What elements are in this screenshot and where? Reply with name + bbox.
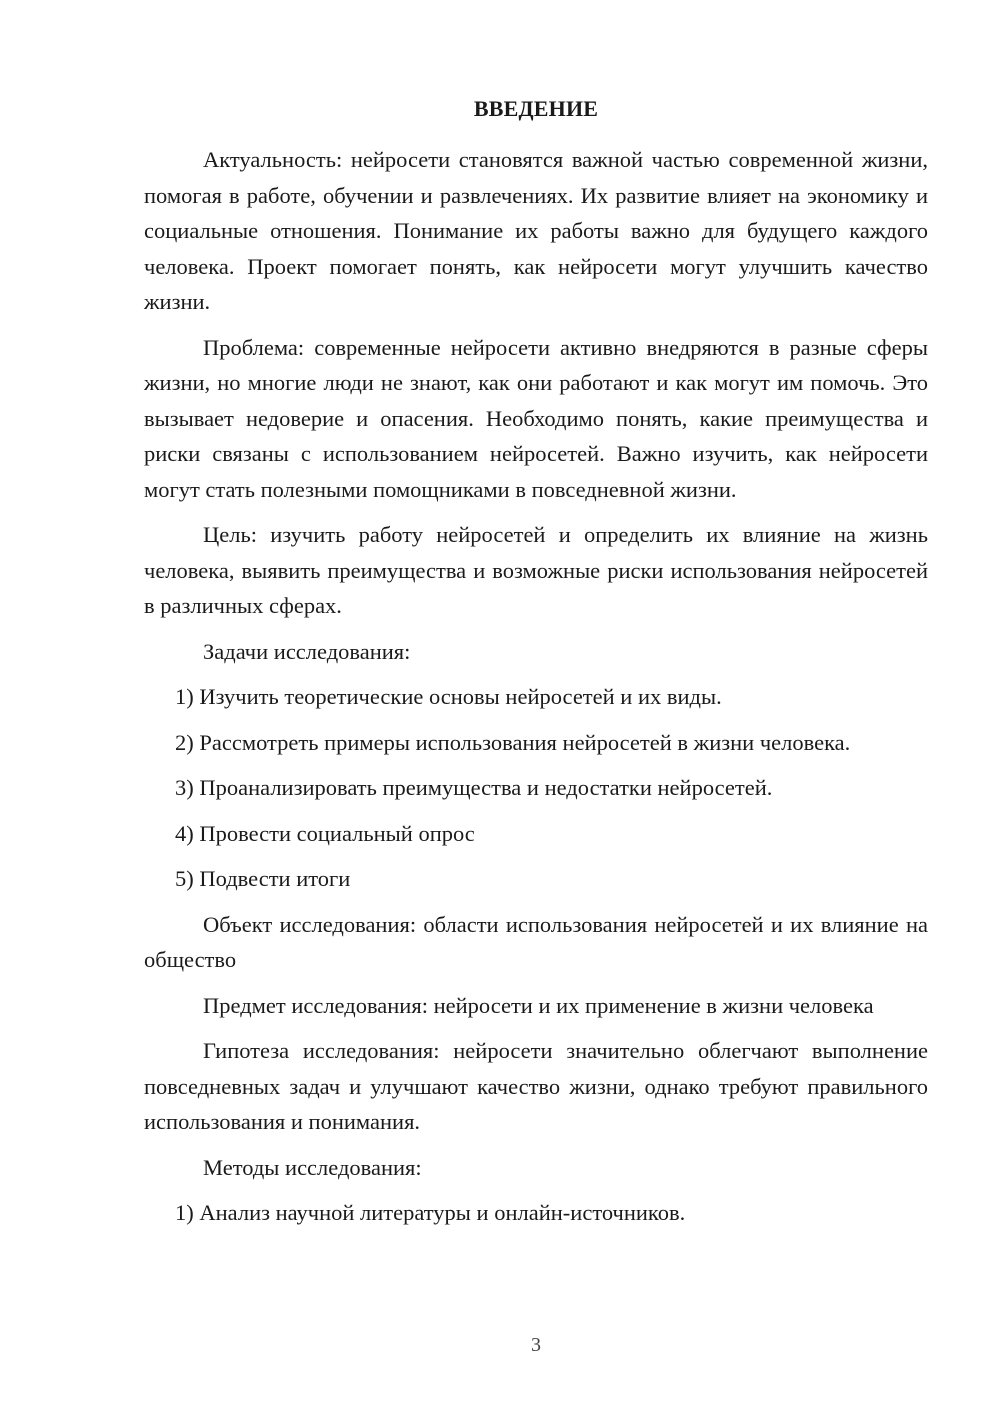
- section-heading: ВВЕДЕНИЕ: [473, 96, 599, 121]
- problem-paragraph: Проблема: современные нейросети активно внедряются в разные сферы жизни, но многие люди не знают, как они работают и как могут им помочь. Это вызывает недоверие и опасения. Необходимо понять, какие преимущества и риски связаны с использованием нейросетей. Важно изучить, как нейросети могут стать полезными помощниками в повседневной жизни.: [144, 334, 928, 502]
- page-number: 3: [531, 1334, 541, 1356]
- method-item: 1) Анализ научной литературы и онлайн-источников.: [175, 1200, 686, 1225]
- task-item: 3) Проанализировать преимущества и недостатки нейросетей.: [175, 775, 773, 800]
- task-item: 5) Подвести итоги: [175, 866, 351, 891]
- subject-paragraph: Предмет исследования: нейросети и их применение в жизни человека: [203, 992, 874, 1018]
- task-item: 2) Рассмотреть примеры использования нейросетей в жизни человека.: [175, 729, 851, 755]
- relevance-paragraph: Актуальность: нейросети становятся важной частью современной жизни, помогая в работе, обучении и развлечениях. Их развитие влияет на экономику и социальные отношения. Понимание их работы важно для будущего каждого человека. Проект помогает понять, как нейросети могут улучшить качество жизни.: [144, 147, 928, 314]
- tasks-title: Задачи исследования:: [203, 638, 411, 664]
- methods-title: Методы исследования:: [203, 1154, 422, 1180]
- task-item: 4) Провести социальный опрос: [175, 820, 475, 846]
- hypothesis-paragraph: Гипотеза исследования: нейросети значительно облегчают выполнение повседневных задач и улучшают качество жизни, однако требуют правильного использования и понимания.: [144, 1038, 928, 1134]
- document-body: [144, 142, 928, 1241]
- object-paragraph: Объект исследования: области использования нейросетей и их влияние на общество: [144, 911, 928, 972]
- task-item: 1) Изучить теоретические основы нейросетей и их виды.: [175, 684, 722, 709]
- goal-paragraph: Цель: изучить работу нейросетей и определить их влияние на жизнь человека, выявить преимущества и возможные риски использования нейросетей в различных сферах.: [144, 522, 928, 618]
